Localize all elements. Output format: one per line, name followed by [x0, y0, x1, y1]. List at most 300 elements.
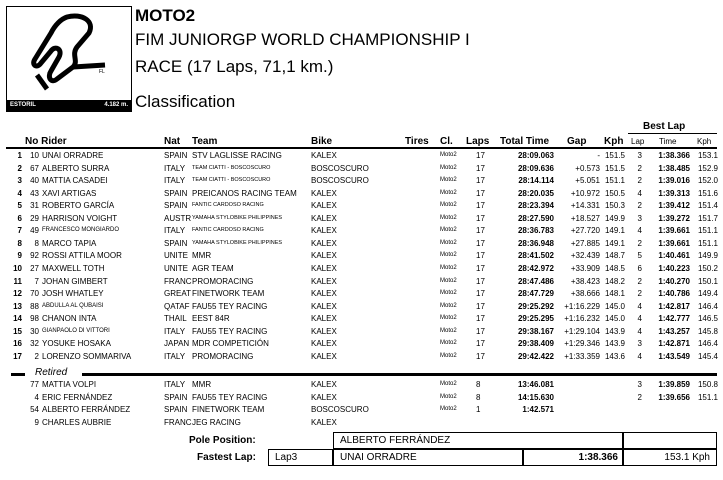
col-laps: Laps — [466, 136, 490, 147]
cell-bike: BOSCOSCURO — [311, 176, 369, 186]
cell-cl: Moto2 — [440, 315, 457, 322]
cell-laps: 17 — [476, 301, 485, 311]
cell-kph: 151.1 — [604, 176, 625, 186]
classification-row — [0, 162, 723, 175]
cell-nat: SPAIN — [164, 405, 188, 414]
cell-lap: 4 — [637, 301, 642, 311]
cell-pos: 4 — [17, 188, 22, 198]
cell-gap: +1:16.229 — [564, 301, 600, 311]
cell-gap: +5.051 — [575, 176, 600, 186]
cell-bike: KALEX — [311, 380, 337, 389]
cell-kph: 149.1 — [604, 226, 625, 236]
cell-no: 88 — [30, 301, 39, 311]
cell-laps: 17 — [476, 238, 485, 248]
cell-cl: Moto2 — [440, 277, 457, 284]
cell-nat: FRANC — [164, 276, 192, 286]
cell-bkph: 149.4 — [697, 289, 718, 299]
cell-bike: KALEX — [311, 301, 337, 311]
cell-cl: Moto2 — [440, 177, 457, 184]
cell-bkph: 151.7 — [697, 213, 718, 223]
cell-no: 30 — [30, 326, 39, 336]
retired-label: Retired — [35, 367, 68, 378]
cell-rider: ALBERTO SURRA — [42, 163, 110, 173]
cell-lap: 5 — [637, 251, 642, 261]
cell-team: FAU55 TEY RACING — [192, 301, 268, 311]
cell-pos: 3 — [17, 176, 22, 186]
classification-row — [0, 199, 723, 212]
cell-cl: Moto2 — [440, 214, 457, 221]
retired-row — [0, 391, 723, 404]
cell-bike: KALEX — [311, 314, 337, 324]
cell-bike: KALEX — [311, 238, 337, 248]
cell-kph: 150.5 — [604, 188, 625, 198]
cell-lap: 2 — [637, 201, 642, 211]
cell-nat: ITALY — [164, 226, 186, 236]
cell-lap: 4 — [637, 326, 642, 336]
classification-row — [0, 174, 723, 187]
cell-no: 54 — [30, 405, 39, 414]
best-lap-header: Best Lap — [643, 121, 686, 132]
cell-total: 28:23.394 — [517, 201, 554, 211]
cell-gap: +32.439 — [570, 251, 600, 261]
map-info-bar — [7, 100, 131, 111]
cell-bkph: 152.9 — [697, 163, 718, 173]
cell-gap: +38.666 — [570, 289, 600, 299]
cell-team: PREICANOS RACING TEAM — [192, 188, 297, 198]
pole-position-extra — [623, 432, 717, 449]
cell-nat: SPAIN — [164, 201, 188, 211]
cell-bike: KALEX — [311, 326, 337, 336]
cell-cl: Moto2 — [440, 252, 457, 259]
classification-row — [0, 275, 723, 288]
cell-nat: ITALY — [164, 326, 186, 336]
cell-pos: 6 — [17, 213, 22, 223]
cell-pos: 8 — [17, 238, 22, 248]
cell-pos: 9 — [17, 251, 22, 261]
cell-no: 98 — [30, 314, 39, 324]
cell-nat: QATAF — [164, 301, 190, 311]
cell-gap: +1:29.104 — [564, 326, 600, 336]
cell-total: 13:46.081 — [517, 380, 554, 389]
cell-rider: YOSUKE HOSAKA — [42, 339, 111, 349]
cell-time: 1:39.016 — [658, 176, 690, 186]
cell-gap: +18.527 — [570, 213, 600, 223]
fastest-lap-label: Fastest Lap: — [197, 452, 256, 463]
cell-nat: JAPAN — [164, 339, 190, 349]
cell-bike: BOSCOSCURO — [311, 405, 369, 414]
cell-time: 1:40.461 — [658, 251, 690, 261]
cell-rider: ALBERTO FERRÁNDEZ — [42, 405, 131, 414]
cell-bkph: 153.1 — [697, 151, 718, 160]
cell-bkph: 150.8 — [697, 380, 718, 389]
cell-total: 28:47.729 — [517, 289, 554, 299]
cell-rider: UNAI ORRADRE — [42, 151, 104, 160]
cell-lap: 2 — [637, 238, 642, 248]
cell-lap: 3 — [637, 380, 642, 389]
cell-total: 28:42.972 — [517, 263, 554, 273]
classification-row — [0, 262, 723, 275]
cell-team: TEAM CIATTI - BOSCOSCURO — [192, 164, 271, 171]
cell-team: AGR TEAM — [192, 263, 234, 273]
cell-cl: Moto2 — [440, 239, 457, 246]
cell-bkph: 152.0 — [697, 176, 718, 186]
pole-position-rider: ALBERTO FERRÁNDEZ — [333, 432, 623, 449]
cell-gap: +10.972 — [570, 188, 600, 198]
cell-lap: 2 — [637, 276, 642, 286]
cell-no: 4 — [34, 392, 39, 402]
cell-total: 28:41.502 — [517, 251, 554, 261]
cell-kph: 143.6 — [604, 351, 625, 361]
cell-lap: 2 — [637, 176, 642, 186]
cell-bkph: 150.2 — [697, 263, 718, 273]
cell-laps: 17 — [476, 251, 485, 261]
cell-bike: KALEX — [311, 251, 337, 261]
cell-total: 14:15.630 — [517, 392, 554, 402]
cell-time: 1:38.485 — [658, 163, 690, 173]
cell-time: 1:40.786 — [658, 289, 690, 299]
cell-laps: 17 — [476, 226, 485, 236]
cell-total: 28:09.063 — [517, 151, 554, 160]
cell-bkph: 146.4 — [697, 339, 718, 349]
retired-rule — [82, 373, 717, 376]
cell-cl: Moto2 — [440, 302, 457, 309]
cell-rider: CHARLES AUBRIE — [42, 417, 112, 427]
cell-bkph: 151.1 — [697, 226, 718, 236]
cell-gap: +27.720 — [570, 226, 600, 236]
cell-gap: +33.909 — [570, 263, 600, 273]
cell-rider: MATTIA VOLPI — [42, 380, 97, 389]
cell-total: 29:25.295 — [517, 314, 554, 324]
cell-bike: KALEX — [311, 263, 337, 273]
cell-rider: MAXWELL TOTH — [42, 263, 105, 273]
cell-gap: +0.573 — [575, 163, 600, 173]
cell-total: 29:42.422 — [517, 351, 554, 361]
cell-team: FANTIC CARDOSO RACING — [192, 202, 264, 209]
cell-cl: Moto2 — [440, 202, 457, 209]
retired-row — [0, 378, 723, 391]
cell-nat: ITALY — [164, 351, 186, 361]
cell-pos: 7 — [17, 226, 22, 236]
cell-pos: 12 — [13, 289, 22, 299]
cell-laps: 17 — [476, 351, 485, 361]
cell-no: 2 — [34, 351, 39, 361]
cell-kph: 148.5 — [604, 263, 625, 273]
cell-total: 28:20.035 — [517, 188, 554, 198]
cell-no: 77 — [30, 380, 39, 389]
cell-rider: CHANON INTA — [42, 314, 97, 324]
cell-no: 67 — [30, 163, 39, 173]
cell-laps: 17 — [476, 276, 485, 286]
cell-no: 70 — [30, 289, 39, 299]
cell-no: 31 — [30, 201, 39, 211]
cell-nat: GREAT — [164, 289, 191, 299]
cell-bkph: 145.4 — [697, 351, 718, 361]
cell-nat: FRANC — [164, 417, 192, 427]
cell-time: 1:39.661 — [658, 238, 690, 248]
cell-kph: 151.5 — [604, 163, 625, 173]
map-fl-label: FL — [99, 69, 105, 75]
cell-lap: 2 — [637, 392, 642, 402]
col-best-lap-no: Lap — [631, 137, 645, 146]
cell-time: 1:39.272 — [658, 213, 690, 223]
cell-rider: MATTIA CASADEI — [42, 176, 108, 186]
cell-no: 9 — [34, 417, 39, 427]
cell-laps: 17 — [476, 213, 485, 223]
category-title: MOTO2 — [135, 6, 196, 25]
retired-mark — [11, 373, 25, 376]
cell-kph: 149.9 — [604, 213, 625, 223]
cell-bkph: 145.8 — [697, 326, 718, 336]
cell-bike: BOSCOSCURO — [311, 163, 369, 173]
cell-bkph: 149.9 — [697, 251, 718, 261]
cell-lap: 2 — [637, 163, 642, 173]
cell-time: 1:43.257 — [658, 326, 690, 336]
cell-laps: 1 — [476, 405, 481, 414]
cell-kph: 143.9 — [604, 339, 625, 349]
cell-bkph: 151.1 — [697, 238, 718, 248]
cell-pos: 16 — [13, 339, 22, 349]
cell-total: 28:47.486 — [517, 276, 554, 286]
cell-total: 29:38.409 — [517, 339, 554, 349]
cell-no: 10 — [30, 151, 39, 160]
classification-row — [0, 300, 723, 313]
cell-rider: ROBERTO GARCÍA — [42, 201, 115, 211]
cell-rider: ABDULLA AL QUBAISI — [42, 302, 104, 309]
cell-team: FANTIC CARDOSO RACING — [192, 227, 264, 234]
cell-cl: Moto2 — [440, 189, 457, 196]
cell-no: 92 — [30, 251, 39, 261]
cell-gap: +1:33.359 — [564, 351, 600, 361]
cell-gap: - — [597, 151, 600, 160]
cell-nat: SPAIN — [164, 151, 188, 160]
cell-laps: 8 — [476, 392, 481, 402]
cell-team: YAMAHA STYLOBIKE PHILIPPINES — [192, 214, 283, 221]
cell-time: 1:39.661 — [658, 226, 690, 236]
cell-laps: 17 — [476, 263, 485, 273]
cell-pos: 11 — [13, 276, 22, 286]
cell-bike: KALEX — [311, 226, 337, 236]
cell-laps: 17 — [476, 326, 485, 336]
cell-rider: MARCO TAPIA — [42, 238, 97, 248]
cell-rider: JOHAN GIMBERT — [42, 276, 108, 286]
cell-laps: 17 — [476, 176, 485, 186]
cell-rider: ROSSI ATTILA MOOR — [42, 251, 122, 261]
col-team: Team — [192, 136, 218, 147]
cell-kph: 143.9 — [604, 326, 625, 336]
cell-lap: 3 — [637, 213, 642, 223]
cell-kph: 148.1 — [604, 289, 625, 299]
cell-cl: Moto2 — [440, 327, 457, 334]
cell-bike: KALEX — [311, 201, 337, 211]
cell-bike: KALEX — [311, 417, 337, 427]
cell-lap: 4 — [637, 351, 642, 361]
cell-nat: THAIL — [164, 314, 187, 324]
cell-laps: 17 — [476, 151, 485, 160]
classification-row — [0, 312, 723, 325]
cell-no: 7 — [34, 276, 39, 286]
cell-time: 1:39.412 — [658, 201, 690, 211]
retired-row — [0, 416, 723, 429]
cell-rider: HARRISON VOIGHT — [42, 213, 118, 223]
cell-no: 29 — [30, 213, 39, 223]
cell-rider: LORENZO SOMMARIVA — [42, 351, 132, 361]
cell-team: FINETWORK TEAM — [192, 289, 265, 299]
cell-gap: +1:29.346 — [564, 339, 600, 349]
cell-gap: +14.331 — [570, 201, 600, 211]
cell-bike: KALEX — [311, 276, 337, 286]
classification-row — [0, 249, 723, 262]
cell-team: STV LAGLISSE RACING — [192, 151, 282, 160]
cell-total: 28:09.636 — [517, 163, 554, 173]
circuit-length: 4.182 m. — [104, 102, 128, 108]
cell-team: YAMAHA STYLOBIKE PHILIPPINES — [192, 239, 283, 246]
col-nat: Nat — [164, 136, 181, 147]
col-total-time: Total Time — [500, 136, 550, 147]
cell-gap: +38.423 — [570, 276, 600, 286]
cell-cl: Moto2 — [440, 164, 457, 171]
cell-cl: Moto2 — [440, 352, 457, 359]
cell-lap: 6 — [637, 263, 642, 273]
col-class: Cl. — [440, 136, 453, 147]
cell-team: MDR COMPETICIÓN — [192, 339, 269, 349]
cell-nat: SPAIN — [164, 238, 188, 248]
cell-no: 40 — [30, 176, 39, 186]
cell-laps: 17 — [476, 314, 485, 324]
cell-lap: 3 — [637, 151, 642, 160]
cell-pos: 2 — [17, 163, 22, 173]
cell-pos: 17 — [13, 351, 22, 361]
cell-rider: JOSH WHATLEY — [42, 289, 104, 299]
cell-no: 8 — [34, 238, 39, 248]
cell-team: MMR — [192, 380, 212, 389]
cell-bike: KALEX — [311, 339, 337, 349]
cell-nat: SPAIN — [164, 392, 188, 402]
cell-kph: 145.0 — [604, 301, 625, 311]
classification-row — [0, 350, 723, 363]
classification-row — [0, 187, 723, 200]
cell-team: JEG RACING — [192, 417, 241, 427]
cell-laps: 17 — [476, 188, 485, 198]
cell-team: MMR — [192, 251, 212, 261]
cell-cl: Moto2 — [440, 381, 457, 387]
cell-kph: 148.7 — [604, 251, 625, 261]
cell-time: 1:39.313 — [658, 188, 690, 198]
cell-pos: 13 — [13, 301, 22, 311]
race-info: RACE (17 Laps, 71,1 km.) — [135, 57, 334, 76]
col-kph: Kph — [604, 136, 624, 147]
retired-row — [0, 403, 723, 416]
cell-team: FAU55 TEY RACING — [192, 392, 268, 402]
cell-rider: FRANCESCO MONGIARDO — [42, 227, 120, 234]
cell-no: 27 — [30, 263, 39, 273]
col-bike: Bike — [311, 136, 333, 147]
cell-bkph: 146.4 — [697, 301, 718, 311]
cell-bkph: 151.1 — [697, 392, 718, 402]
cell-kph: 149.1 — [604, 238, 625, 248]
cell-laps: 8 — [476, 380, 481, 389]
classification-row — [0, 212, 723, 225]
cell-team: TEAM CIATTI - BOSCOSCURO — [192, 177, 271, 184]
best-lap-rule — [628, 133, 717, 134]
col-no-rider: No Rider — [25, 136, 67, 147]
cell-bkph: 151.6 — [697, 188, 718, 198]
cell-cl: Moto2 — [440, 152, 457, 158]
cell-time: 1:42.777 — [658, 314, 690, 324]
cell-no: 49 — [30, 226, 39, 236]
cell-lap: 2 — [637, 289, 642, 299]
cell-pos: 5 — [17, 201, 22, 211]
cell-laps: 17 — [476, 163, 485, 173]
cell-lap: 3 — [637, 339, 642, 349]
cell-total: 29:25.292 — [517, 301, 554, 311]
cell-total: 28:36.783 — [517, 226, 554, 236]
cell-nat: UNITE — [164, 263, 188, 273]
cell-nat: SPAIN — [164, 188, 188, 198]
cell-no: 43 — [30, 188, 39, 198]
cell-laps: 17 — [476, 201, 485, 211]
cell-total: 28:36.948 — [517, 238, 554, 248]
cell-team: FAU55 TEY RACING — [192, 326, 268, 336]
cell-bike: KALEX — [311, 289, 337, 299]
cell-bike: KALEX — [311, 188, 337, 198]
cell-total: 1:42.571 — [522, 405, 554, 414]
classification-row — [0, 287, 723, 300]
cell-gap: +27.885 — [570, 238, 600, 248]
cell-time: 1:39.656 — [658, 392, 690, 402]
cell-nat: UNITE — [164, 251, 188, 261]
cell-bkph: 150.1 — [697, 276, 718, 286]
cell-time: 1:40.223 — [658, 263, 690, 273]
section-title: Classification — [135, 92, 236, 111]
col-tires: Tires — [405, 136, 429, 147]
classification-row — [0, 237, 723, 250]
pole-position-label: Pole Position: — [189, 435, 256, 446]
championship-title: FIM JUNIORGP WORLD CHAMPIONSHIP I — [135, 30, 470, 49]
cell-time: 1:39.859 — [658, 380, 690, 389]
cell-team: PROMORACING — [192, 351, 254, 361]
cell-bike: KALEX — [311, 351, 337, 361]
cell-kph: 148.2 — [604, 276, 625, 286]
cell-time: 1:38.366 — [658, 151, 690, 160]
cell-nat: ITALY — [164, 163, 186, 173]
col-best-kph: Kph — [697, 137, 712, 146]
cell-team: PROMORACING — [192, 276, 254, 286]
fastest-lap-time: 1:38.366 — [523, 449, 623, 466]
cell-team: FINETWORK TEAM — [192, 405, 265, 414]
cell-bkph: 146.5 — [697, 314, 718, 324]
cell-kph: 150.3 — [604, 201, 625, 211]
cell-total: 28:14.114 — [518, 176, 554, 186]
cell-kph: 151.5 — [604, 151, 625, 160]
cell-rider: GIANPAOLO DI VITTORI — [42, 327, 110, 334]
classification-row — [0, 337, 723, 350]
classification-row — [0, 325, 723, 338]
cell-cl: Moto2 — [440, 340, 457, 347]
col-best-time: Time — [659, 137, 677, 146]
cell-cl: Moto2 — [440, 227, 457, 234]
cell-pos: 14 — [13, 314, 22, 324]
cell-team: EEST 84R — [192, 314, 230, 324]
track-map — [6, 6, 132, 112]
cell-time: 1:42.817 — [658, 301, 690, 311]
cell-lap: 4 — [637, 226, 642, 236]
classification-row — [0, 224, 723, 237]
cell-total: 29:38.167 — [517, 326, 554, 336]
cell-laps: 17 — [476, 289, 485, 299]
cell-time: 1:42.871 — [658, 339, 690, 349]
cell-pos: 1 — [17, 151, 22, 160]
circuit-layout-icon — [7, 7, 131, 100]
